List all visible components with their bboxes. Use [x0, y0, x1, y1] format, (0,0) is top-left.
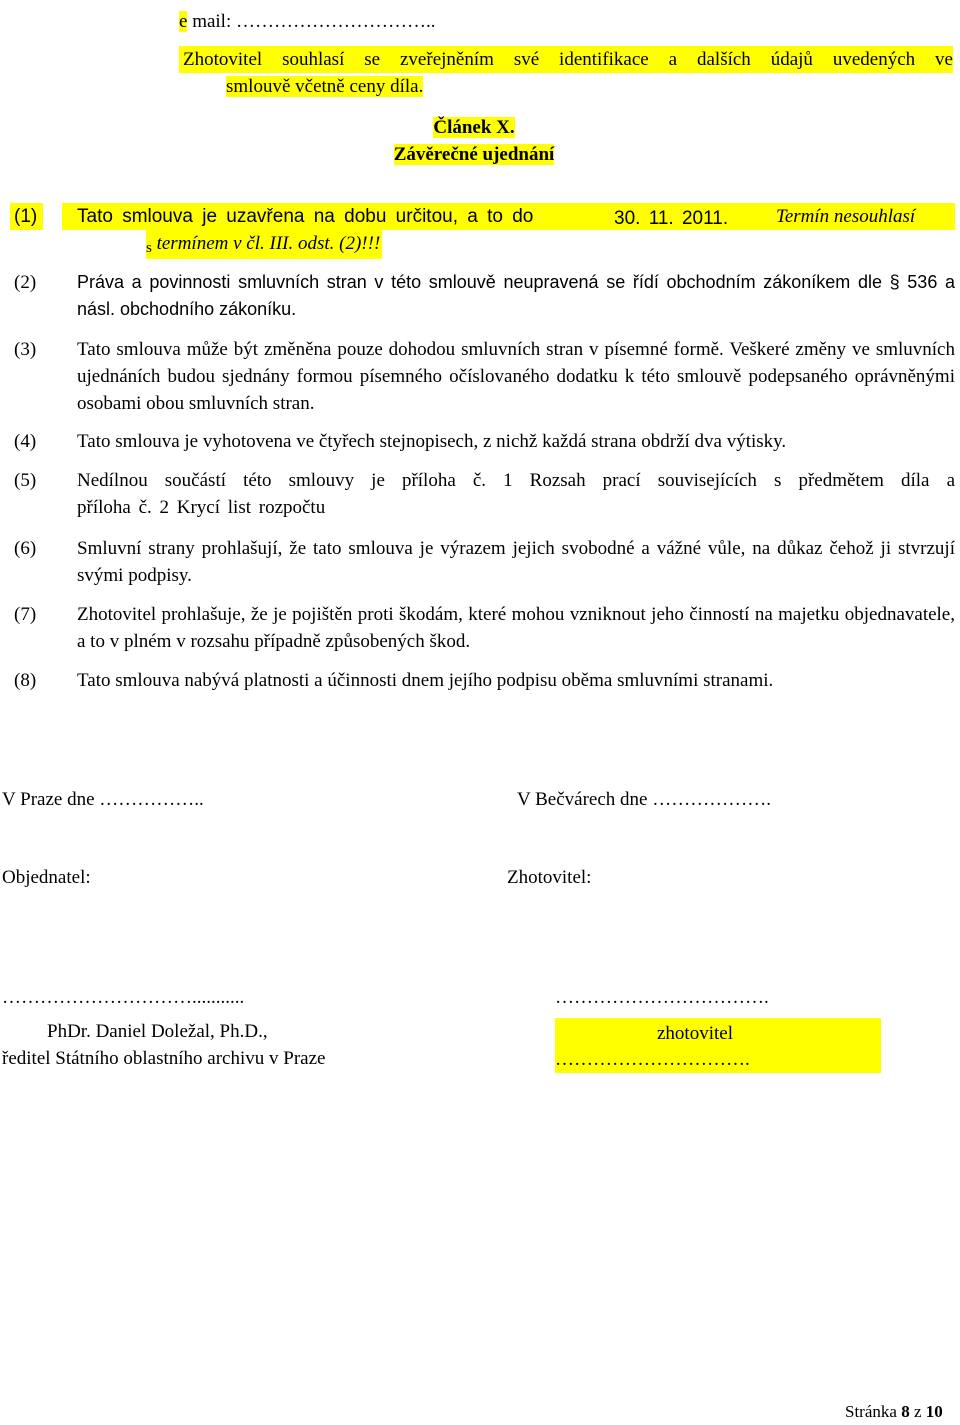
signing-place-left: V Praze dne …………….. [2, 789, 204, 810]
paragraph-number: (5) [14, 470, 37, 491]
paragraph-5-line1: Nedílnou součástí této smlouvy je příloha č. 1 Rozsah prací souvisejících s předmětem díla a [77, 470, 955, 491]
contractor-name: zhotovitel [657, 1023, 733, 1044]
signature-line-left: …………………………........... [2, 987, 245, 1008]
signatory-title: ředitel Státního oblastního archivu v Praze [2, 1048, 326, 1069]
paragraph-number: (2) [14, 272, 37, 293]
consent-line-2 [226, 73, 423, 100]
email-label: mail: [187, 11, 236, 32]
signature-line-right: ……………………………. [555, 987, 769, 1008]
paragraph-1 [0, 203, 955, 259]
paragraph-number: (3) [14, 339, 37, 360]
paragraph-number: (8) [14, 670, 37, 691]
article-number: Článek X. [433, 117, 515, 138]
contract-end-date: 30. 11. 2011. [614, 208, 729, 229]
email-line [179, 8, 436, 35]
paragraph-number: (6) [14, 538, 37, 559]
email-dots: ………………………….. [236, 11, 436, 32]
paragraph-6-text: Smluvní strany prohlašují, že tato smlouva je výrazem jejich svobodné a vážné vůle, na důkaz čehož ji stvrzují svými podpisy. [77, 538, 955, 586]
paragraph-5 [0, 467, 955, 523]
contractor-dots: …………………………. [555, 1049, 750, 1070]
paragraph-7-text: Zhotovitel prohlašuje, že je pojištěn proti škodám, které mohou vzniknout jeho činností na majetku objednavatele, a to v plném v rozsahu případně způsobených škod. [77, 604, 955, 652]
paragraph-3-text: Tato smlouva může být změněna pouze dohodou smluvních stran v písemné formě. Veškeré změny ve smluvních ujednáních budou sjednány formou písemného očíslovaného dodatku k této smlouvě podepsaného oprávněnými osobami obou smluvních stran. [77, 339, 955, 414]
consent-line-1 [179, 46, 953, 73]
paragraph-3 [0, 336, 955, 418]
signing-place-right: V Bečvárech dne ………………. [517, 789, 771, 810]
paragraph-7 [0, 601, 955, 657]
paragraph-2 [0, 269, 955, 323]
paragraph-4-text: Tato smlouva je vyhotovena ve čtyřech stejnopisech, z nichž každá strana obdrží dva výtisky. [77, 431, 787, 452]
article-title: Závěrečné ujednání [393, 144, 555, 165]
party-zhotovitel: Zhotovitel: [507, 867, 592, 888]
consent-text-1: Zhotovitel souhlasí se zveřejněním své identifikace a dalších údajů uvedených ve [179, 46, 953, 73]
consent-text-2: smlouvě včetně ceny díla. [226, 76, 424, 97]
paragraph-5-line2: příloha č. 2 Krycí list rozpočtu [77, 497, 326, 518]
signatory-name: PhDr. Daniel Doležal, Ph.D., [47, 1021, 268, 1042]
paragraph-number: (1) [10, 203, 43, 230]
contractor-signature-block [555, 1018, 881, 1073]
paragraph-1-text: Tato smlouva je uzavřena na dobu určitou, a to do [77, 206, 534, 227]
page-number: Stránka 8 z 10 [845, 1402, 943, 1421]
paragraph-8-text: Tato smlouva nabývá platnosti a účinnosti dnem jejího podpisu oběma smluvními stranami. [77, 670, 774, 691]
email-label-highlight: e [179, 11, 188, 32]
paragraph-6 [0, 535, 955, 591]
paragraph-number: (7) [14, 604, 37, 625]
date-mismatch-note: Termín nesouhlasí [776, 206, 916, 227]
paragraph-2-text: Práva a povinnosti smluvních stran v této smlouvě neupravená se řídí obchodním zákoníkem dle § 536 a násl. obchodního zákoníku. [77, 272, 955, 319]
party-objednatel: Objednatel: [2, 867, 91, 888]
paragraph-number: (4) [14, 431, 37, 452]
paragraph-1-line2: s termínem v čl. III. odst. (2)!!! [146, 230, 382, 259]
